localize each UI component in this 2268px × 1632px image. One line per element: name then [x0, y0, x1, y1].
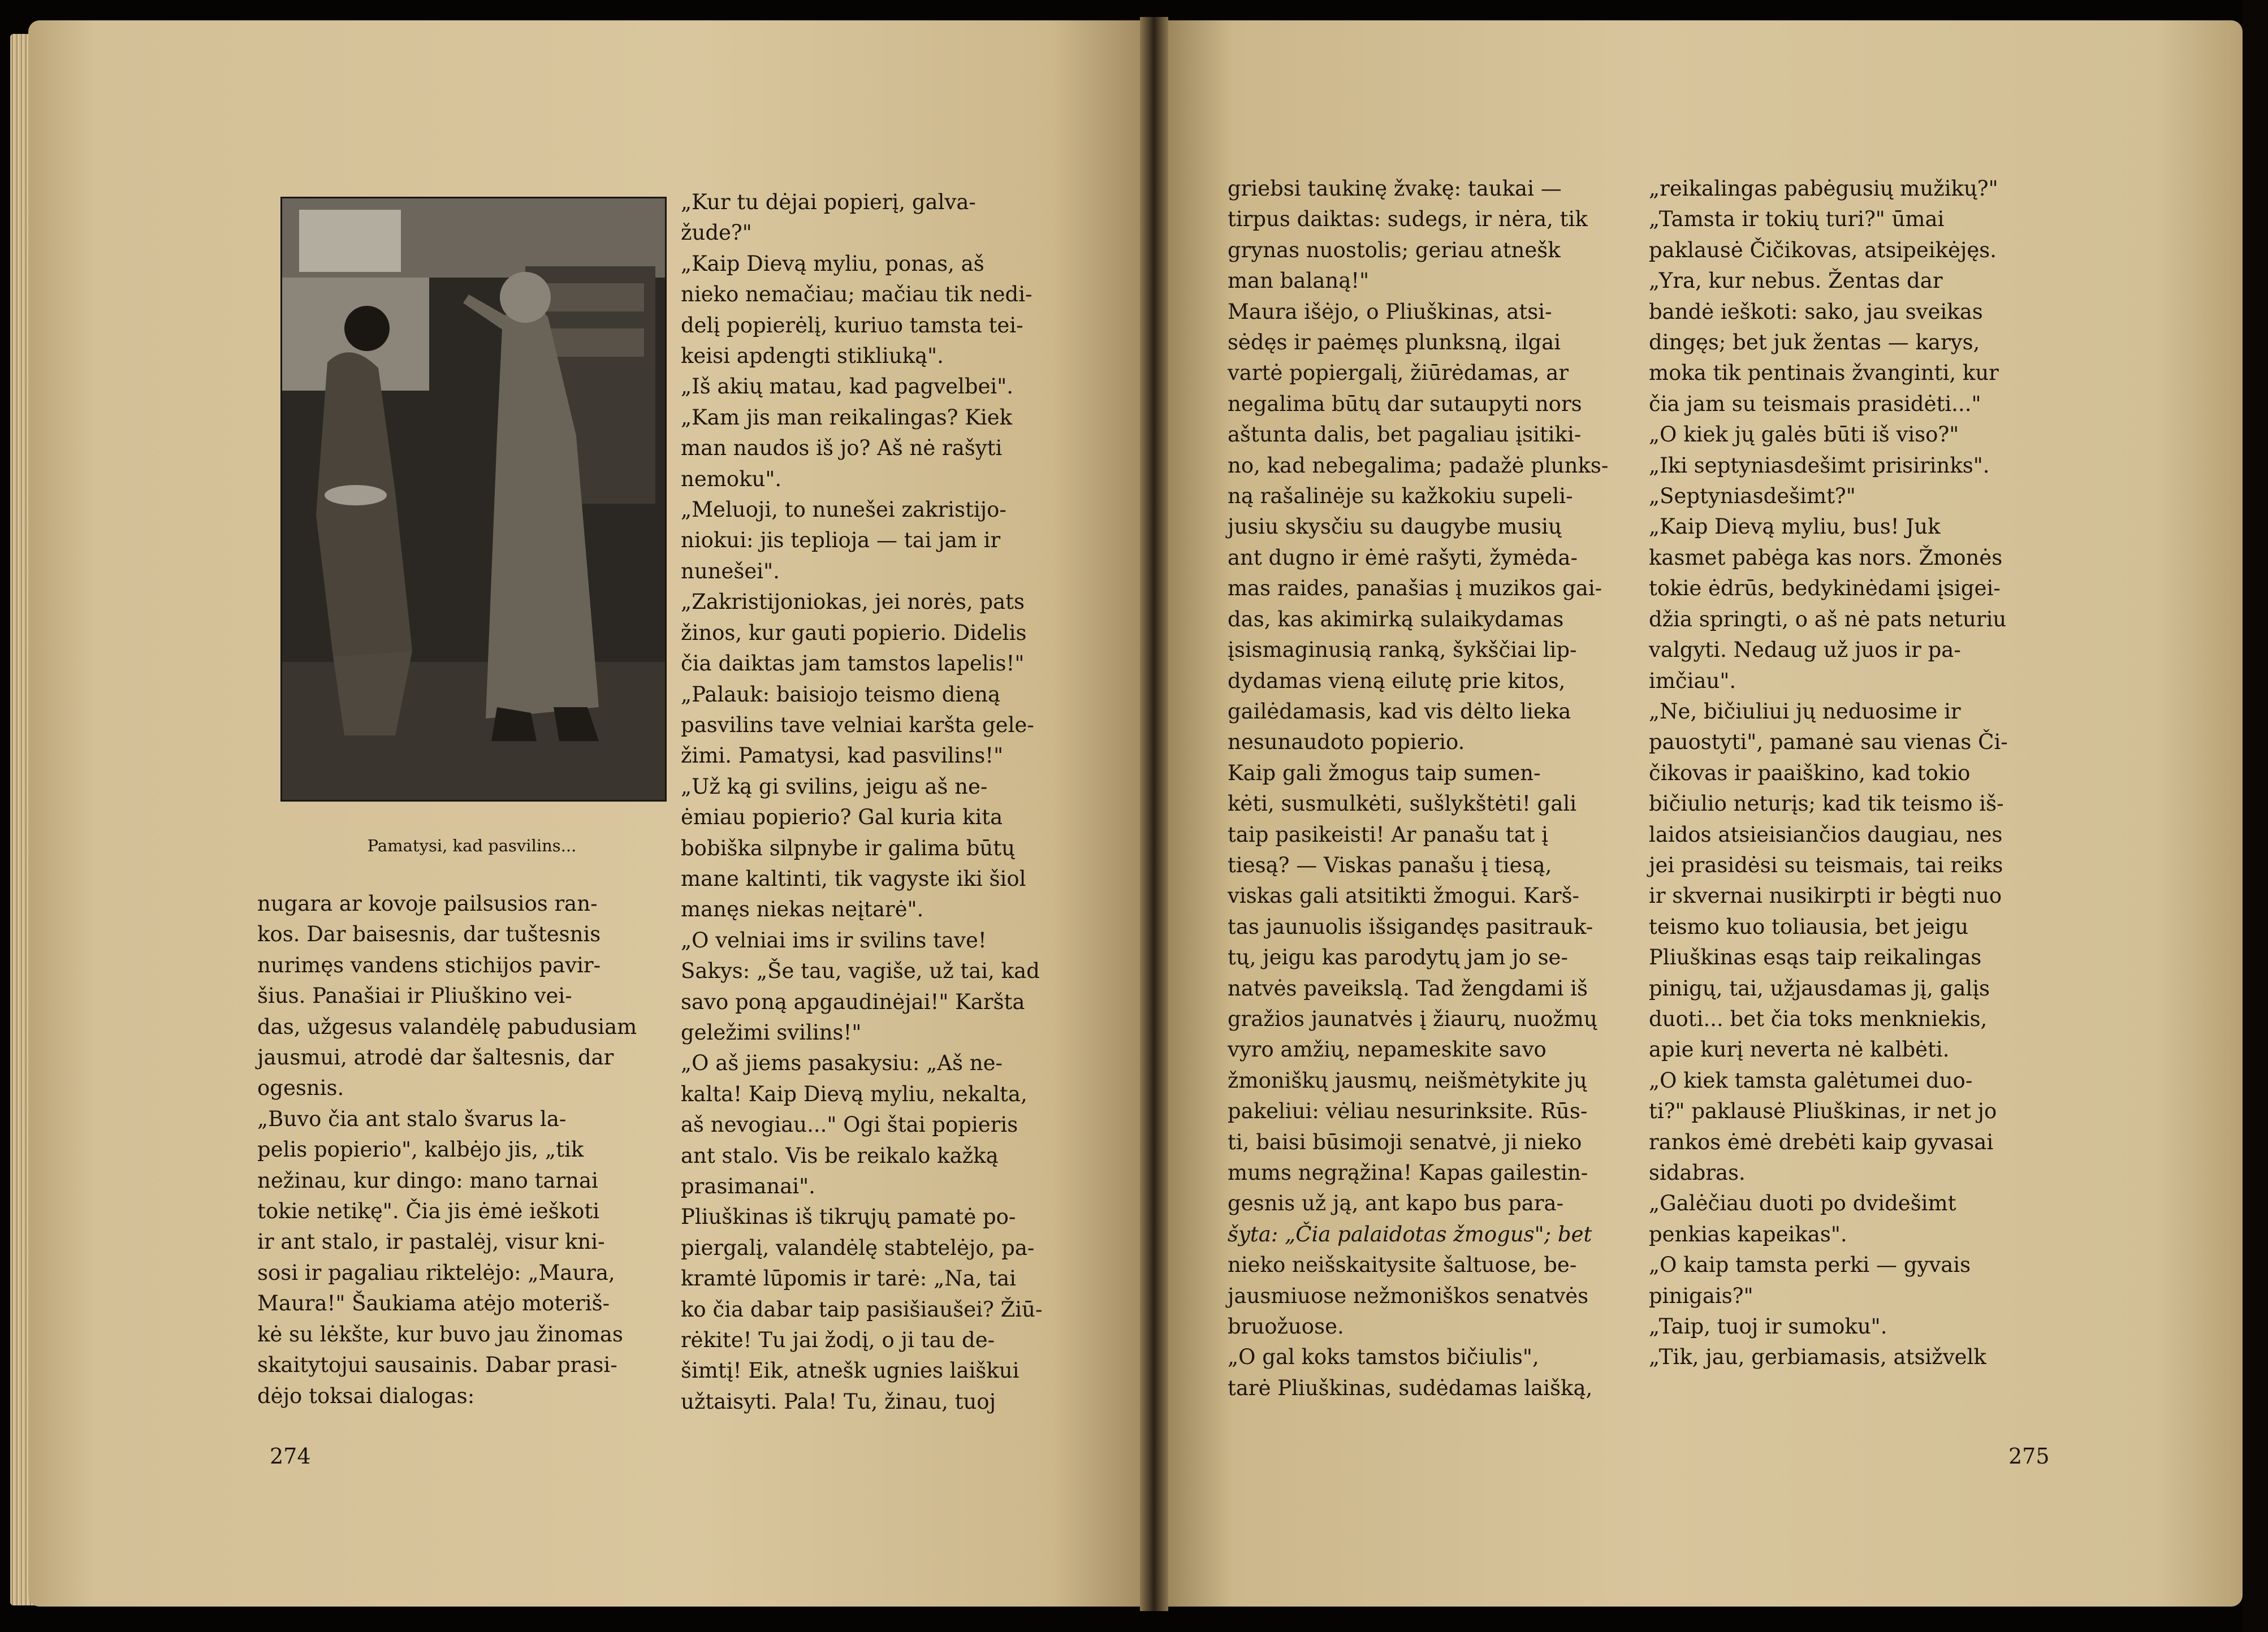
text-line: nieko nemačiau; mačiau tik nedi-: [681, 282, 1033, 307]
text-line: ant dugno ir ėmė rašyti, žymėda-: [1228, 545, 1578, 570]
text-line: „Kaip Dievą myliu, bus! Juk: [1649, 514, 1941, 539]
text-line: bičiulio neturįs; kad tik teismo iš-: [1649, 791, 2004, 816]
text-line: griebsi taukinę žvakę: taukai —: [1228, 176, 1562, 201]
text-line: nurimęs vandens stichijos pavir-: [257, 953, 601, 977]
text-line: jausmiuose nežmoniškos senatvės: [1228, 1283, 1589, 1308]
text-line: gailėdamasis, kad vis dėlto lieka: [1228, 699, 1571, 724]
text-line: Maura!" Šaukiama atėjo moteriš-: [257, 1291, 610, 1316]
text-line: „Septyniasdešimt?": [1649, 484, 1856, 509]
text-line: „Buvo čia ant stalo švarus la-: [257, 1106, 567, 1131]
text-line: žimi. Pamatysi, kad pasvilins!": [681, 743, 1004, 768]
gutter: [1140, 17, 1168, 1611]
illustration-caption: Pamatysi, kad pasvilins...: [367, 836, 577, 855]
text-line: manęs niekas neįtarė".: [681, 897, 924, 922]
text-line: ko čia dabar taip pasišiaušei? Žiū-: [681, 1297, 1043, 1322]
text-line: tarė Pliuškinas, sudėdamas laišką,: [1228, 1375, 1593, 1400]
text-line: „Zakristijoniokas, jei norės, pats: [681, 590, 1025, 614]
text-line: sėdęs ir paėmęs plunksną, ilgai: [1228, 330, 1561, 355]
text-line: čikovas ir paaiškino, kad tokio: [1649, 760, 1971, 785]
text-line: Maura išėjo, o Pliuškinas, atsi-: [1228, 299, 1552, 324]
text-line: tirpus daiktas: sudegs, ir nėra, tik: [1228, 207, 1588, 232]
text-line: kos. Dar baisesnis, dar tuštesnis: [257, 922, 601, 947]
text-line: čia jam su teismais prasidėti...": [1649, 391, 1981, 416]
text-line: „Galėčiau duoti po dvidešimt: [1649, 1191, 1956, 1216]
text-line: penkias kapeikas".: [1649, 1222, 1847, 1246]
text-line: Pliuškinas esąs taip reikalingas: [1649, 945, 1982, 970]
text-line: šius. Panašiai ir Pliuškino vei-: [257, 984, 572, 1008]
text-line: ti?" paklausė Pliuškinas, ir net jo: [1649, 1099, 1997, 1124]
text-line: tokie netikę". Čia jis ėmė ieškoti: [257, 1199, 600, 1224]
illustration-drawing: [282, 198, 665, 800]
text-line: pauostyti", pamanė sau vienas Či-: [1649, 730, 2008, 755]
text-line: skaitytojui sausainis. Dabar prasi-: [257, 1353, 617, 1378]
text-line: Sakys: „Še tau, vagiše, už tai, kad: [681, 959, 1040, 984]
text-line: ir ant stalo, ir pastalėj, visur kni-: [257, 1230, 605, 1254]
text-line: no, kad nebegalima; padažė plunks-: [1228, 453, 1609, 478]
text-line: ir skvernai nusikirpti ir bėgti nuo: [1649, 884, 2002, 908]
text-line: nieko neišskaitysite šaltuose, be-: [1228, 1253, 1577, 1278]
text-line: nugara ar kovoje pailsusios ran-: [257, 891, 598, 916]
text-line: „O gal koks tamstos bičiulis",: [1228, 1345, 1539, 1370]
text-line: tų, jeigu kas parodytų jam jo se-: [1228, 945, 1568, 970]
text-line: ną rašalinėje su kažkokiu supeli-: [1228, 484, 1573, 509]
text-line: nesunaudoto popierio.: [1228, 730, 1465, 755]
text-line: laidos atsieisiančios daugiau, nes: [1649, 822, 2003, 847]
text-line: „O kaip tamsta perki — gyvais: [1649, 1253, 1971, 1278]
text-line: bruožuose.: [1228, 1314, 1344, 1339]
text-line: „Palauk: baisiojo teismo dieną: [681, 682, 1001, 707]
text-line: dėjo toksai dialogas:: [257, 1383, 475, 1408]
text-line: „Meluoji, to nunešei zakristijo-: [681, 497, 1006, 522]
text-line: žude?": [681, 220, 752, 245]
text-line: man balaną!": [1228, 269, 1370, 293]
text-line: jausmui, atrodė dar šaltesnis, dar: [257, 1045, 614, 1070]
text-line: sosi ir pagaliau riktelėjo: „Maura,: [257, 1260, 615, 1285]
text-line: tokie ėdrūs, bedykinėdami įsigei-: [1649, 576, 2001, 601]
text-line: „O velniai ims ir svilins tave!: [681, 928, 987, 953]
left-page-bottom-column: [257, 889, 637, 1412]
text-line: „Iš akių matau, kad pagvelbei".: [681, 374, 1014, 399]
right-page-right-column: [1649, 174, 2008, 1373]
text-line: bobiška silpnybe ir galima būtų: [681, 836, 1015, 860]
text-line: savo poną apgaudinėjai!" Karšta: [681, 989, 1025, 1014]
text-line: „O aš jiems pasakysiu: „Aš ne-: [681, 1051, 1003, 1076]
text-line: sidabras.: [1649, 1161, 1746, 1185]
text-line: pinigais?": [1649, 1283, 1753, 1308]
text-line: žmoniškų jausmų, neišmėtykite jų: [1228, 1068, 1587, 1093]
text-line: aštunta dalis, bet pagaliau įsitiki-: [1228, 422, 1582, 447]
text-line: nemoku".: [681, 466, 782, 491]
text-line: duoti... bet čia toks menkniekis,: [1649, 1006, 1988, 1031]
left-page-right-column: [681, 187, 1042, 1417]
text-line: „O kiek jų galės būti iš viso?": [1649, 422, 1959, 447]
text-line: čia daiktas jam tamstos lapelis!": [681, 651, 1025, 676]
page-number-left: 274: [270, 1444, 311, 1469]
text-line: „Kaip Dievą myliu, ponas, aš: [681, 251, 984, 276]
text-line: das, kas akimirką sulaikydamas: [1228, 607, 1564, 631]
text-line: ant stalo. Vis be reikalo kažką: [681, 1143, 999, 1168]
text-line: mums negrąžina! Kapas gailestin-: [1228, 1161, 1588, 1185]
text-line: „Ne, bičiuliui jų neduosime ir: [1649, 699, 1961, 724]
text-line: šyta: „Čia palaidotas žmogus"; bet: [1228, 1222, 1592, 1246]
text-line: natvės paveikslą. Tad žengdami iš: [1228, 976, 1588, 1001]
text-line: pakeliui: vėliau nesurinksite. Rūs-: [1228, 1099, 1588, 1124]
text-line: dydamas vieną eilutę prie kitos,: [1228, 668, 1566, 693]
text-line: mane kaltinti, tik vagyste iki šiol: [681, 866, 1026, 891]
text-line: įsismaginusią ranką, šykščiai lip-: [1228, 638, 1577, 663]
text-line: „Tamsta ir tokių turi?" ūmai: [1649, 207, 1945, 232]
text-line: vartė popiergalį, žiūrėdamas, ar: [1228, 361, 1569, 386]
text-line: bandė ieškoti: sako, jau sveikas: [1649, 299, 1983, 324]
text-line: kasmet pabėga kas nors. Žmonės: [1649, 545, 2003, 570]
text-line: imčiau".: [1649, 668, 1736, 693]
text-line: tiesą? — Viskas panašu į tiesą,: [1228, 852, 1552, 877]
text-line: ogesnis.: [257, 1076, 344, 1101]
text-line: Kaip gali žmogus taip sumen-: [1228, 760, 1541, 785]
text-line: gesnis už ją, ant kapo bus para-: [1228, 1191, 1564, 1216]
text-line: nunešei".: [681, 559, 780, 583]
right-page-left-column: [1228, 174, 1608, 1404]
text-line: Pliuškinas iš tikrųjų pamatė po-: [681, 1205, 1016, 1230]
text-line: „Taip, tuoj ir sumoku".: [1649, 1314, 1887, 1339]
text-line: kalta! Kaip Dievą myliu, nekalta,: [681, 1081, 1027, 1106]
text-line: valgyti. Nedaug už juos ir pa-: [1649, 638, 1961, 663]
text-line: teismo kuo toliausia, bet jeigu: [1649, 914, 1969, 939]
text-line: pasvilins tave velniai karšta gele-: [681, 712, 1034, 737]
text-line: kramtė lūpomis ir tarė: „Na, tai: [681, 1266, 1016, 1291]
text-line: grynas nuostolis; geriau atnešk: [1228, 237, 1561, 262]
text-line: ėmiau popierio? Gal kuria kita: [681, 805, 1003, 830]
text-line: pinigų, tai, užjausdamas jį, galįs: [1649, 976, 1990, 1001]
text-line: negalima būtų dar sutaupyti nors: [1228, 391, 1582, 416]
text-line: gražios jaunatvės į žiaurų, nuožmų: [1228, 1006, 1597, 1031]
text-line: „Už ką gi svilins, jeigu aš ne-: [681, 774, 988, 799]
text-line: „Iki septyniasdešimt prisirinks".: [1649, 453, 1990, 478]
text-line: kė su lėkšte, kur buvo jau žinomas: [257, 1322, 623, 1347]
right-page: [1168, 20, 2243, 1607]
text-line: užtaisyti. Pala! Tu, žinau, tuoj: [681, 1389, 996, 1414]
text-line: prasimanai".: [681, 1174, 815, 1198]
text-line: dingęs; bet juk žentas — karys,: [1649, 330, 1980, 355]
text-line: „reikalingas pabėgusių mužikų?": [1649, 176, 1998, 201]
text-line: viskas gali atsitikti žmogui. Karš-: [1228, 884, 1580, 908]
text-line: žinos, kur gauti popierio. Didelis: [681, 620, 1027, 645]
text-line: jei prasidėsi su teismais, tai reiks: [1649, 852, 2003, 877]
text-line: nežinau, kur dingo: mano tarnai: [257, 1168, 598, 1193]
text-line: „Yra, kur nebus. Žentas dar: [1649, 269, 1943, 293]
text-line: šimtį! Eik, atnešk ugnies laiškui: [681, 1358, 1019, 1383]
text-line: piergalį, valandėlę stabtelėjo, pa-: [681, 1235, 1035, 1260]
text-line: man naudos iš jo? Aš nė rašyti: [681, 436, 1003, 461]
text-line: vyro amžių, nepameskite savo: [1228, 1037, 1546, 1062]
text-line: apie kurį neverta nė kalbėti.: [1649, 1037, 1950, 1062]
text-line: džia springti, o aš nė pats neturiu: [1649, 607, 2007, 631]
text-line: ti, baisi būsimoji senatvė, ji nieko: [1228, 1129, 1582, 1154]
text-line: das, užgesus valandėlę pabudusiam: [257, 1014, 637, 1039]
text-line: moka tik pentinais žvanginti, kur: [1649, 361, 1999, 386]
illustration: [280, 197, 667, 802]
text-line: rėkite! Tu jai žodį, o ji tau de-: [681, 1328, 995, 1353]
text-line: „Kam jis man reikalingas? Kiek: [681, 405, 1013, 430]
text-line: „Kur tu dėjai popierį, galva-: [681, 190, 976, 214]
text-line: mas raides, panašias į muzikos gai-: [1228, 576, 1602, 601]
text-line: aš nevogiau..." Ogi štai popieris: [681, 1112, 1018, 1137]
text-line: tas jaunuolis išsigandęs pasitrauk-: [1228, 914, 1593, 939]
page-number-right: 275: [2008, 1444, 2050, 1469]
text-line: pelis popierio", kalbėjo jis, „tik: [257, 1137, 584, 1162]
text-line: niokui: jis teplioja — tai jam ir: [681, 528, 1001, 553]
text-line: jusiu skysčiu su daugybe musių: [1228, 514, 1562, 539]
text-line: keisi apdengti stikliuką".: [681, 344, 944, 369]
text-line: taip pasikeisti! Ar panašu tat į: [1228, 822, 1549, 847]
text-line: geležimi svilins!": [681, 1020, 862, 1045]
text-line: rankos ėmė drebėti kaip gyvasai: [1649, 1129, 1994, 1154]
text-line: delį popierėlį, kuriuo tamsta tei-: [681, 313, 1023, 337]
text-line: paklausė Čičikovas, atsipeikėjęs.: [1649, 237, 1997, 262]
binding-edge: [2243, 0, 2268, 1632]
text-line: kėti, susmulkėti, sušlykštėti! gali: [1228, 791, 1577, 816]
text-line: „O kiek tamsta galėtumei duo-: [1649, 1068, 1973, 1093]
text-line: „Tik, jau, gerbiamasis, atsižvelk: [1649, 1345, 1986, 1370]
left-page: [28, 20, 1140, 1607]
